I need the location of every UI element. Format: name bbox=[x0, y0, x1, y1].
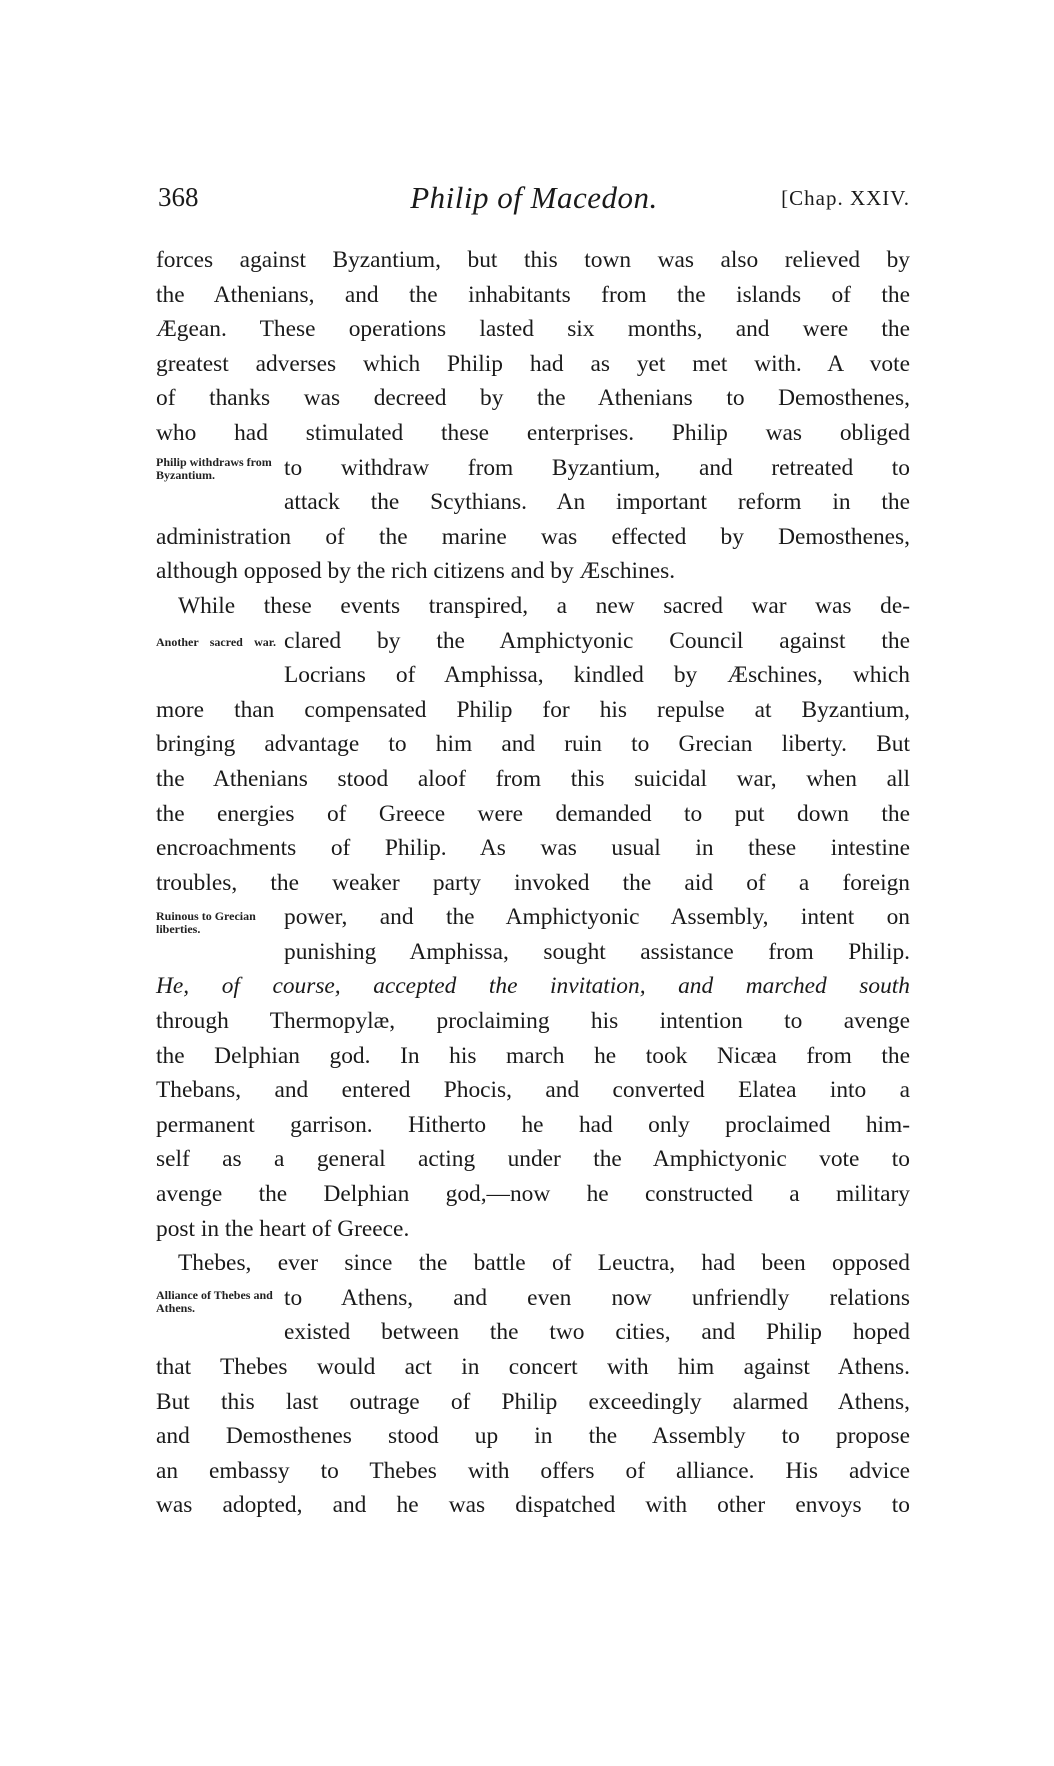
text-line: greatest adverses which Philip had as yet met with. A vote bbox=[156, 350, 910, 377]
text-line: clared by the Amphictyonic Council against the bbox=[284, 627, 910, 654]
text-line: the Delphian god. In his march he took Nicæa from the bbox=[156, 1042, 910, 1069]
text-line: permanent garrison. Hitherto he had only proclaimed him- bbox=[156, 1111, 910, 1138]
text-line: Locrians of Amphissa, kindled by Æschines, which bbox=[284, 662, 910, 689]
text-line: While these events transpired, a new sacred war was de- bbox=[178, 592, 910, 619]
text-line: existed between the two cities, and Philip hoped bbox=[284, 1319, 910, 1346]
text-line: was adopted, and he was dispatched with other envoys to bbox=[156, 1492, 910, 1519]
text-line: the Athenians stood aloof from this suicidal war, when all bbox=[156, 765, 910, 792]
text-line: and Demosthenes stood up in the Assembly to propose bbox=[156, 1423, 910, 1450]
marginal-note: Ruinous to Grecian liberties. bbox=[156, 909, 256, 937]
page-header bbox=[158, 182, 910, 216]
chapter-reference: [Chap. XXIV. bbox=[781, 186, 910, 210]
text-line: encroachments of Philip. As was usual in these intestine bbox=[156, 835, 910, 862]
marginal-note: Another sacred war. bbox=[156, 634, 276, 649]
text-line: Thebes, ever since the battle of Leuctra, had been opposed bbox=[178, 1250, 910, 1277]
text-line: post in the heart of Greece. bbox=[156, 1215, 410, 1242]
text-line: through Thermopylæ, proclaiming his intention to avenge bbox=[156, 1008, 910, 1035]
text-line: of thanks was decreed by the Athenians to Demosthenes, bbox=[156, 385, 910, 412]
text-line-with-note bbox=[156, 1281, 910, 1316]
text-line: avenge the Delphian god,—now he constructed a military bbox=[156, 1181, 910, 1208]
text-line: an embassy to Thebes with offers of alliance. His advice bbox=[156, 1457, 910, 1484]
text-line-with-note bbox=[156, 900, 910, 935]
text-line: troubles, the weaker party invoked the aid of a foreign bbox=[156, 869, 910, 896]
text-line: the Athenians, and the inhabitants from the islands of the bbox=[156, 281, 910, 308]
text-line: although opposed by the rich citizens and by Æschines. bbox=[156, 558, 676, 585]
marginal-note: Alliance of Thebes and Athens. bbox=[156, 1287, 273, 1315]
text-line: He, of course, accepted the invitation, and marched south bbox=[156, 973, 910, 1000]
text-line: attack the Scythians. An important reform in the bbox=[284, 489, 910, 516]
body-text bbox=[156, 243, 910, 1523]
text-line: Thebans, and entered Phocis, and converted Elatea into a bbox=[156, 1077, 910, 1104]
text-line: the energies of Greece were demanded to put down the bbox=[156, 800, 910, 827]
running-title: Philip of Macedon. bbox=[410, 180, 658, 215]
text-line: to withdraw from Byzantium, and retreated to bbox=[284, 454, 910, 481]
text-line: power, and the Amphictyonic Assembly, intent on bbox=[284, 904, 910, 931]
text-line: to Athens, and even now unfriendly relations bbox=[284, 1284, 910, 1311]
text-line: administration of the marine was effected by Demosthenes, bbox=[156, 523, 910, 550]
text-line: forces against Byzantium, but this town was also relieved by bbox=[156, 247, 910, 273]
text-line: But this last outrage of Philip exceedingly alarmed Athens, bbox=[156, 1388, 910, 1415]
text-line-with-note bbox=[156, 451, 910, 486]
text-line: self as a general acting under the Amphictyonic vote to bbox=[156, 1146, 910, 1173]
text-line: that Thebes would act in concert with him against Athens. bbox=[156, 1354, 910, 1380]
text-line: who had stimulated these enterprises. Philip was obliged bbox=[156, 419, 910, 446]
page-number: 368 bbox=[158, 182, 199, 212]
text-line: Ægean. These operations lasted six months, and were the bbox=[156, 316, 910, 343]
text-line: bringing advantage to him and ruin to Grecian liberty. But bbox=[156, 731, 910, 758]
marginal-note: Philip withdraws from Byzantium. bbox=[156, 454, 272, 482]
text-line: more than compensated Philip for his repulse at Byzantium, bbox=[156, 696, 910, 723]
text-line: punishing Amphissa, sought assistance from Philip. bbox=[284, 938, 910, 965]
text-line-with-note bbox=[156, 624, 910, 659]
